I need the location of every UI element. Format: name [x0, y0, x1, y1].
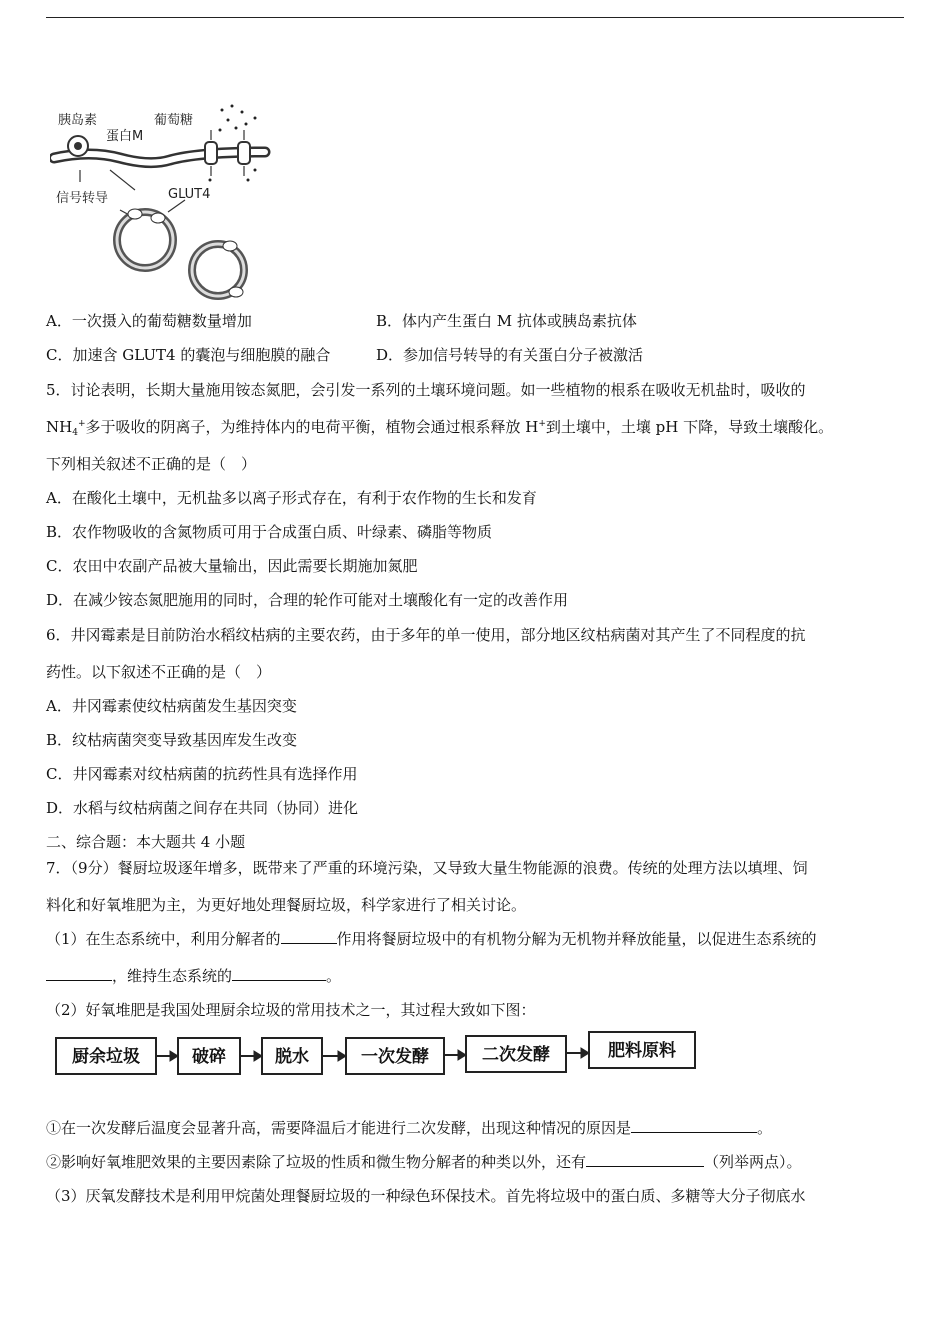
q5-stem-line3: 下列相关叙述不正确的是（ ） [46, 455, 257, 473]
q4-option-b[interactable]: B．体内产生蛋白 M 抗体或胰岛素抗体 [376, 312, 637, 330]
answer-blank-3[interactable] [232, 966, 326, 981]
q6-option-b[interactable]: B．纹枯病菌突变导致基因库发生改变 [46, 731, 298, 749]
glut4-label: GLUT4 [168, 187, 211, 202]
q7-sub1 [46, 1118, 772, 1138]
flow-step-4: 一次发酵 [361, 1047, 429, 1067]
q4-row-ab [46, 311, 637, 331]
q7-s1-a: ①在一次发酵后温度会显著升高，需要降温后才能进行二次发酵，出现这种情况的原因是 [46, 1119, 632, 1137]
q4-option-d[interactable]: D．参加信号转导的有关蛋白分子被激活 [376, 346, 644, 364]
q5-stem-line1: 5．讨论表明，长期大量施用铵态氮肥，会引发一系列的土壤环境问题。如一些植物的根系在吸收无机盐时，吸收的 [46, 381, 806, 399]
q7-sub2 [46, 1152, 802, 1172]
answer-blank-5[interactable] [586, 1152, 704, 1167]
q5-end: 到土壤中，土壤 pH 下降，导致土壤酸化。 [545, 418, 834, 436]
q5-option-a[interactable]: A．在酸化土壤中，无机盐多以离子形式存在，有利于农作物的生长和发育 [46, 489, 537, 507]
q7-part2: （2）好氧堆肥是我国处理厨余垃圾的常用技术之一，其过程大致如下图： [46, 1001, 536, 1019]
q7-s1-b: 。 [757, 1119, 773, 1137]
q7-stem-line1: 7．（9分）餐厨垃圾逐年增多，既带来了严重的环境污染，又导致大量生物能源的浪费。传统的处理方法以填埋、饲 [46, 859, 808, 877]
glucose-label: 葡萄糖 [154, 113, 194, 128]
signal-label: 信号转导 [56, 191, 109, 206]
protein-m-label: 蛋白M [106, 129, 144, 144]
answer-blank-2[interactable] [46, 966, 112, 981]
insulin-glut4-diagram [50, 100, 280, 305]
section-heading: 二、综合题：本大题共 4 小题 [46, 833, 246, 851]
q5-mid: 多于吸收的阴离子，为维持体内的电荷平衡，植物会通过根系释放 H [85, 418, 539, 436]
q7-stem-line2: 料化和好氧堆肥为主，为更好地处理餐厨垃圾，科学家进行了相关讨论。 [46, 896, 527, 914]
flow-step-5: 二次发酵 [482, 1045, 550, 1065]
q7-part1-line2 [46, 966, 341, 986]
q7-part3: （3）厌氧发酵技术是利用甲烷菌处理餐厨垃圾的一种绿色环保技术。首先将垃圾中的蛋白质、多糖等大分子彻底水 [46, 1187, 806, 1205]
q7-p1-b: 作用将餐厨垃圾中的有机物分解为无机物并释放能量，以促进生态系统的 [336, 930, 817, 948]
q5-h-sup: + [538, 419, 546, 429]
q5-option-d[interactable]: D．在减少铵态氮肥施用的同时，合理的轮作可能对土壤酸化有一定的改善作用 [46, 591, 569, 609]
flow-step-6: 肥料原料 [608, 1041, 676, 1061]
q7-p1-c: ，维持生态系统的 [112, 967, 233, 985]
answer-blank-1[interactable] [281, 929, 337, 944]
q6-option-a[interactable]: A．井冈霉素使纹枯病菌发生基因突变 [46, 697, 297, 715]
q4-option-c[interactable]: C．加速含 GLUT4 的囊泡与细胞膜的融合 [46, 346, 331, 364]
insulin-label: 胰岛素 [58, 113, 98, 128]
header-rule [46, 17, 904, 18]
q5-nh-sup: + [77, 419, 86, 429]
flow-step-2: 破碎 [192, 1047, 226, 1067]
q4-row-cd [46, 345, 644, 365]
q5-option-b[interactable]: B．农作物吸收的含氮物质可用于合成蛋白质、叶绿素、磷脂等物质 [46, 523, 493, 541]
q5-nh-sub: 4 [72, 428, 78, 438]
q6-option-d[interactable]: D．水稻与纹枯病菌之间存在共同（协同）进化 [46, 799, 359, 817]
flow-step-3: 脱水 [275, 1047, 309, 1067]
q6-stem-line2: 药性。以下叙述不正确的是（ ） [46, 663, 272, 681]
q5-stem-line2 [46, 417, 833, 440]
q5-option-c[interactable]: C．农田中农副产品被大量输出，因此需要长期施加氮肥 [46, 557, 418, 575]
flow-step-1: 厨余垃圾 [72, 1047, 140, 1067]
q6-option-c[interactable]: C．井冈霉素对纹枯病菌的抗药性具有选择作用 [46, 765, 358, 783]
q7-s2-b: （列举两点）。 [704, 1153, 802, 1171]
q7-p1-a: （1）在生态系统中，利用分解者的 [46, 930, 281, 948]
q7-s2-a: ②影响好氧堆肥效果的主要因素除了垃圾的性质和微生物分解者的种类以外，还有 [46, 1153, 587, 1171]
composting-flow-diagram [52, 1028, 702, 1083]
q4-option-a[interactable]: A．一次摄入的葡萄糖数量增加 [46, 312, 252, 330]
q6-stem-line1: 6．井冈霉素是目前防治水稻纹枯病的主要农药，由于多年的单一使用，部分地区纹枯病菌对其产生了不同程度的抗 [46, 626, 806, 644]
answer-blank-4[interactable] [631, 1118, 757, 1133]
q7-p1-d: 。 [326, 967, 342, 985]
q5-nh: NH [46, 418, 73, 436]
q7-part1-line1 [46, 929, 817, 949]
